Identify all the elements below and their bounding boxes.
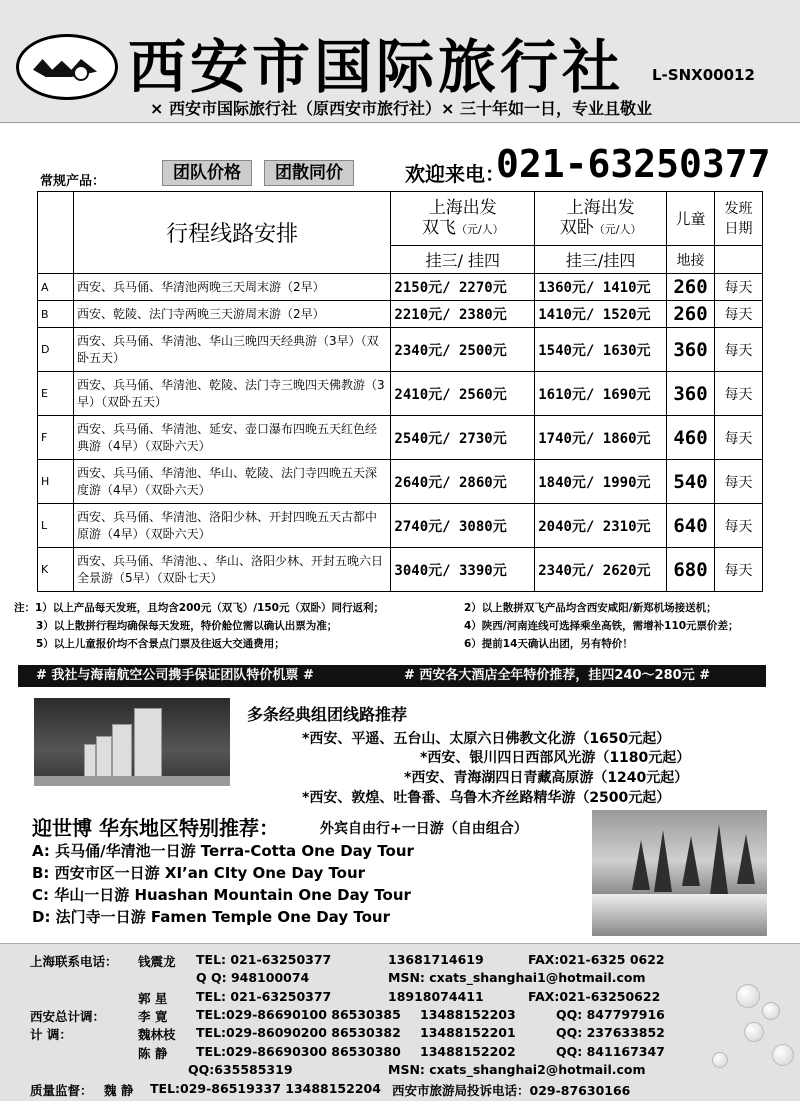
- quality-tel: TEL:029-86519337 13488152204: [150, 1081, 381, 1096]
- route-name: 西安、兵马俑、华清池、华山三晚四天经典游（3早）（双卧五天）: [73, 328, 390, 372]
- corner-cell: [38, 192, 74, 274]
- contact-footer: [0, 943, 800, 1101]
- recommend-item: *西安、平遥、五台山、太原六日佛教文化游（1650元起）: [302, 731, 671, 747]
- departure: 每天: [715, 372, 763, 416]
- quality-label: 质量监督：: [30, 1083, 93, 1098]
- company-logo: [16, 34, 118, 100]
- departure: 每天: [715, 274, 763, 301]
- extra-qq: QQ:635585319: [188, 1062, 293, 1077]
- child-price: 680: [667, 548, 715, 592]
- route-name: 西安、兵马俑、华清池、延安、壶口瀑布四晚五天红色经典游（4早）（双卧六天）: [73, 416, 390, 460]
- banner-left: # 我社与海南航空公司携手保证团队特价机票 #: [36, 668, 314, 683]
- contact-name: 李 寛: [138, 1009, 168, 1024]
- fly-price: 2210元/ 2380元: [391, 301, 535, 328]
- fly-price: 2540元/ 2730元: [391, 416, 535, 460]
- header-banner: [0, 0, 800, 123]
- contact-tel: TEL: 021-63250377: [196, 989, 332, 1004]
- contact-mobile: 13681714619: [388, 952, 484, 967]
- contact-name: 郭 星: [138, 991, 168, 1006]
- contact-tel: TEL: 021-63250377: [196, 952, 332, 967]
- fly-price: 3040元/ 3390元: [391, 548, 535, 592]
- price-table: [37, 191, 763, 592]
- train-price: 2040元/ 2310元: [535, 504, 667, 548]
- depart-header: 发班日期: [715, 192, 763, 246]
- route-code: L: [38, 504, 74, 548]
- bubble-decoration: [712, 1052, 728, 1068]
- child-price: 360: [667, 328, 715, 372]
- depart-subheader-empty: [715, 246, 763, 274]
- departure: 每天: [715, 504, 763, 548]
- route-header: 行程线路安排: [73, 192, 390, 274]
- note-5: 5）以上儿童报价均不含景点门票及往返大交通费用；: [36, 638, 285, 650]
- train-unit: （元/人）: [593, 222, 642, 236]
- child-price: 260: [667, 274, 715, 301]
- fly-price: 2150元/ 2270元: [391, 274, 535, 301]
- hotline-label: 欢迎来电：: [405, 162, 505, 186]
- table-row: [38, 274, 763, 301]
- train-price: 1540元/ 1630元: [535, 328, 667, 372]
- train-price: 1840元/ 1990元: [535, 460, 667, 504]
- fly-price: 2640元/ 2860元: [391, 460, 535, 504]
- route-name: 西安、兵马俑、华清池、洛阳少林、开封四晚五天古都中原游（4早）（双卧六天）: [73, 504, 390, 548]
- train-price: 1610元/ 1690元: [535, 372, 667, 416]
- child-price: 460: [667, 416, 715, 460]
- note-3: 3）以上散拼行程均确保每天发班，特价舱位需以确认出票为准；: [36, 620, 338, 632]
- license-code: L-SNX00012: [652, 66, 755, 84]
- banner-right: # 西安各大酒店全年特价推荐，挂四240～280元 #: [404, 668, 711, 683]
- route-name: 西安、兵马俑、华清池、乾陵、法门寺三晚四天佛教游（3早）（双卧五天）: [73, 372, 390, 416]
- fly-price: 2740元/ 3080元: [391, 504, 535, 548]
- route-name: 西安、兵马俑、华清池、华山、乾陵、法门寺四晚五天深度游（4早）（双卧六天）: [73, 460, 390, 504]
- train-subheader: 挂三/挂四: [535, 246, 667, 274]
- bubble-decoration: [744, 1022, 764, 1042]
- pillars-photo: [34, 698, 230, 786]
- fly-price: 2410元/ 2560元: [391, 372, 535, 416]
- table-row: [38, 416, 763, 460]
- train-price: 1360元/ 1410元: [535, 274, 667, 301]
- route-name: 西安、乾陵、法门寺两晚三天游周末游（2早）: [73, 301, 390, 328]
- departure: 每天: [715, 548, 763, 592]
- expo-subtitle: 外宾自由行+一日游（自由组合）: [320, 821, 528, 837]
- contact-tel: TEL:029-86690100 86530385: [196, 1007, 401, 1022]
- train-price: 2340元/ 2620元: [535, 548, 667, 592]
- contact-name: 魏林枝: [138, 1027, 176, 1042]
- departure: 每天: [715, 460, 763, 504]
- bubble-decoration: [736, 984, 760, 1008]
- table-row: [38, 328, 763, 372]
- recommend-item: *西安、银川四日西部风光游（1180元起）: [420, 750, 691, 766]
- contact-tel: TEL:029-86090200 86530382: [196, 1025, 401, 1040]
- table-row: [38, 548, 763, 592]
- tour-item: A: 兵马俑/华清池一日游 Terra-Cotta One Day Tour: [32, 842, 414, 860]
- contact-mobile: 13488152203: [420, 1007, 516, 1022]
- shanghai-contact-label: 上海联系电话：: [30, 954, 118, 969]
- promo-banner: [18, 665, 766, 687]
- tour-item: C: 华山一日游 Huashan Mountain One Day Tour: [32, 886, 411, 904]
- table-row: [38, 372, 763, 416]
- note-6: 6）提前14天确认出团，另有特价！: [464, 638, 633, 650]
- child-price: 360: [667, 372, 715, 416]
- child-price: 540: [667, 460, 715, 504]
- note-4: 4）陕西/河南连线可选择乘坐高铁，需增补110元票价差；: [464, 620, 739, 632]
- fly-header-title: 上海出发: [428, 197, 497, 218]
- xian-planner-label: 计 调：: [30, 1027, 72, 1042]
- contact-qq: Q Q: 948100074: [196, 970, 310, 985]
- contact-qq: QQ: 237633852: [556, 1025, 665, 1040]
- contact-mobile: 13488152201: [420, 1025, 516, 1040]
- departure: 每天: [715, 328, 763, 372]
- child-header: 儿童: [667, 192, 715, 246]
- route-code: E: [38, 372, 74, 416]
- table-row: [38, 301, 763, 328]
- bubble-decoration: [772, 1044, 794, 1066]
- contact-fax: FAX:021-63250622: [528, 989, 661, 1004]
- table-row: [38, 460, 763, 504]
- contact-qq: QQ: 841167347: [556, 1044, 665, 1059]
- tour-item: D: 法门寺一日游 Famen Temple One Day Tour: [32, 908, 390, 926]
- train-header-title: 上海出发: [566, 197, 635, 218]
- child-price: 260: [667, 301, 715, 328]
- products-label: 常规产品：: [40, 174, 106, 189]
- recommend-item: *西安、青海湖四日青藏高原游（1240元起）: [404, 770, 689, 786]
- route-code: F: [38, 416, 74, 460]
- company-name: 西安市国际旅行社: [128, 33, 625, 101]
- fly-header: [391, 192, 535, 246]
- bubble-decoration: [762, 1002, 780, 1020]
- expo-title: 迎世博 华东地区特别推荐：: [32, 816, 279, 840]
- route-name: 西安、兵马俑、华清池两晚三天周末游（2早）: [73, 274, 390, 301]
- recommend-title: 多条经典组团线路推荐: [247, 705, 408, 724]
- team-price-badge: 团队价格: [162, 160, 252, 186]
- contact-name: 钱震龙: [138, 954, 176, 969]
- tour-item: B: 西安市区一日游 XI’an CIty One Day Tour: [32, 864, 366, 882]
- contact-name: 陈 静: [138, 1046, 168, 1061]
- contact-msn: MSN: cxats_shanghai1@hotmail.com: [388, 970, 646, 985]
- child-subheader: 地接: [667, 246, 715, 274]
- contact-fax: FAX:021-6325 0622: [528, 952, 665, 967]
- train-header: [535, 192, 667, 246]
- departure: 每天: [715, 416, 763, 460]
- route-code: A: [38, 274, 74, 301]
- route-code: B: [38, 301, 74, 328]
- fly-header-sub: 双飞: [421, 217, 456, 238]
- note-2: 2）以上散拼双飞产品均含西安咸阳/新郑机场接送机；: [464, 602, 717, 614]
- forest-river-photo: [592, 810, 767, 936]
- contact-mobile: 13488152202: [420, 1044, 516, 1059]
- train-price: 1740元/ 1860元: [535, 416, 667, 460]
- hotline-number: 021-63250377: [496, 142, 771, 186]
- fly-subheader: 挂三/ 挂四: [391, 246, 535, 274]
- recommend-item: *西安、敦煌、吐鲁番、乌鲁木齐丝路精华游（2500元起）: [302, 790, 671, 806]
- child-price: 640: [667, 504, 715, 548]
- route-code: D: [38, 328, 74, 372]
- fly-unit: （元/人）: [455, 222, 504, 236]
- route-code: H: [38, 460, 74, 504]
- table-row: [38, 504, 763, 548]
- note-1: 注：1）以上产品每天发班，且均含200元（双飞）/150元（双卧）同行返利；: [14, 602, 384, 614]
- contact-qq: QQ: 847797916: [556, 1007, 665, 1022]
- same-price-badge: 团散同价: [264, 160, 354, 186]
- fly-price: 2340元/ 2500元: [391, 328, 535, 372]
- route-code: K: [38, 548, 74, 592]
- contact-tel: TEL:029-86690300 86530380: [196, 1044, 401, 1059]
- train-header-sub: 双卧: [559, 217, 594, 238]
- tagline: × 西安市国际旅行社（原西安市旅行社）× 三十年如一日，专业且敬业: [150, 99, 652, 118]
- departure: 每天: [715, 301, 763, 328]
- extra-msn: MSN: cxats_shanghai2@hotmail.com: [388, 1062, 646, 1077]
- contact-mobile: 18918074411: [388, 989, 484, 1004]
- train-price: 1410元/ 1520元: [535, 301, 667, 328]
- route-name: 西安、兵马俑、华清池、、华山、洛阳少林、开封五晚六日全景游（5早）（双卧七天）: [73, 548, 390, 592]
- xian-contact-label: 西安总计调：: [30, 1009, 106, 1024]
- complaint-line: 西安市旅游局投诉电话：029-87630166: [392, 1083, 631, 1098]
- quality-name: 魏 静: [104, 1083, 134, 1098]
